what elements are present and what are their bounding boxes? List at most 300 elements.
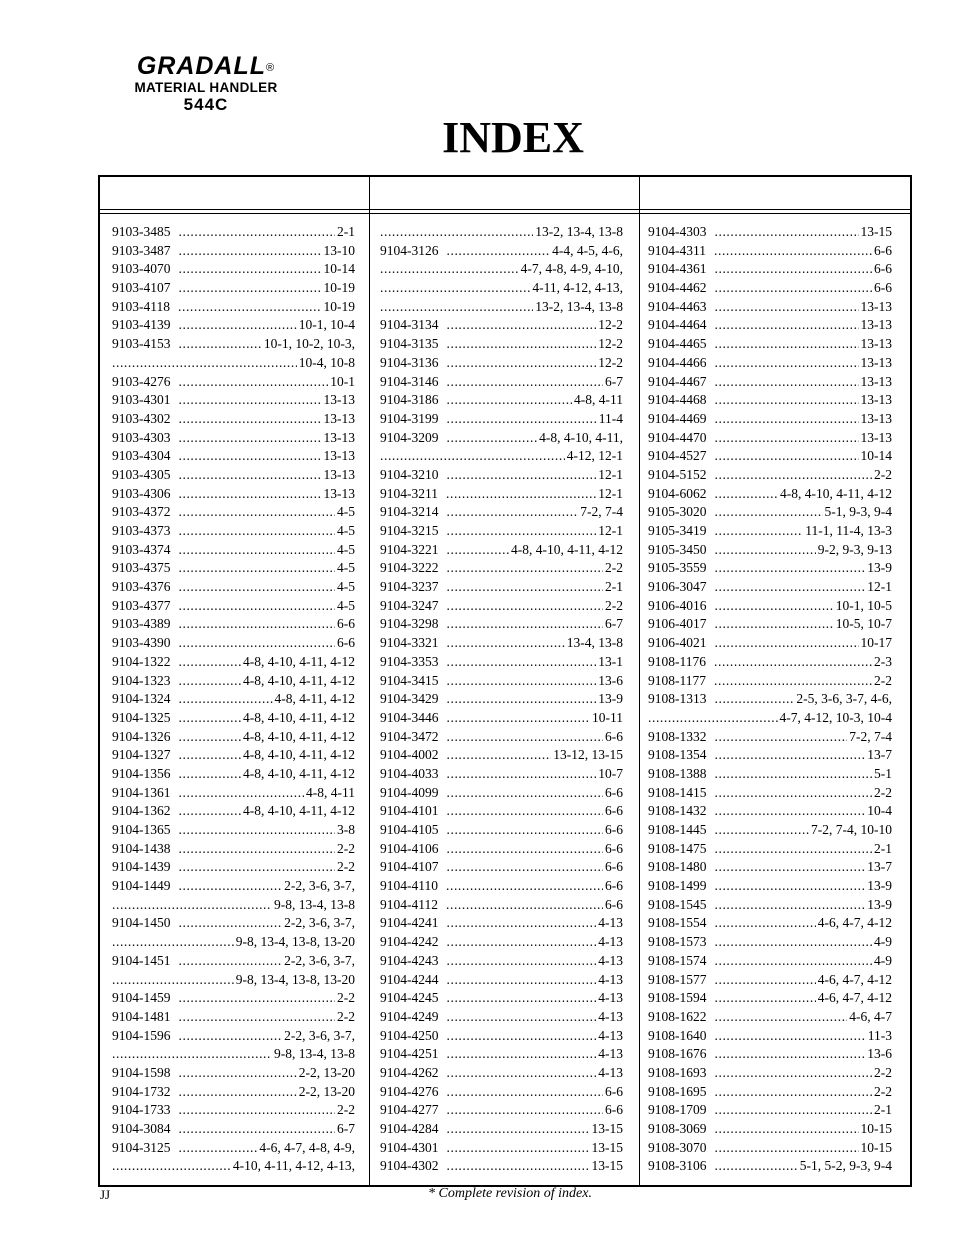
index-entry xyxy=(380,765,623,784)
index-table xyxy=(98,175,912,1187)
part-number: 9108-1594 xyxy=(648,990,707,1006)
part-number: 9103-4301 xyxy=(112,392,171,408)
page-references: 10-5, 10-7 xyxy=(835,616,892,632)
part-number: 9106-4016 xyxy=(648,597,707,613)
dot-leader xyxy=(715,802,866,821)
dot-leader xyxy=(447,466,597,485)
part-number: 9104-3211 xyxy=(380,485,438,501)
dot-leader xyxy=(447,821,604,840)
dot-leader xyxy=(112,1157,231,1176)
part-number: 9104-4262 xyxy=(380,1064,439,1080)
dot-leader xyxy=(447,952,597,971)
dot-leader xyxy=(446,877,603,896)
part-number: 9103-4389 xyxy=(112,616,171,632)
part-number: 9104-3125 xyxy=(112,1139,171,1155)
dot-leader xyxy=(178,298,322,317)
part-number: 9108-1577 xyxy=(648,971,707,987)
page-references: 13-9 xyxy=(867,878,892,894)
page-references: 10-11 xyxy=(592,709,623,725)
part-number: 9108-1695 xyxy=(648,1083,707,1099)
page-references: 13-13 xyxy=(860,373,892,389)
dot-leader xyxy=(380,223,533,242)
part-number: 9104-5152 xyxy=(648,466,707,482)
page-references: 13-13 xyxy=(860,392,892,408)
dot-leader xyxy=(179,597,336,616)
part-number: 9103-4153 xyxy=(112,336,171,352)
dot-leader xyxy=(179,821,336,840)
index-entry xyxy=(648,429,892,448)
index-entry-continuation xyxy=(380,298,623,317)
part-number: 9104-1481 xyxy=(112,1008,171,1024)
part-number: 9104-3126 xyxy=(380,242,439,258)
dot-leader xyxy=(715,410,859,429)
page-references: 6-6 xyxy=(337,616,355,632)
dot-leader xyxy=(715,952,873,971)
index-entry xyxy=(112,728,355,747)
page-references: 4-13 xyxy=(598,990,623,1006)
part-number: 9108-1640 xyxy=(648,1027,707,1043)
dot-leader xyxy=(179,1064,297,1083)
part-number: 9108-1354 xyxy=(648,747,707,763)
index-entry xyxy=(112,784,355,803)
page-references: 4-4, 4-5, 4-6, xyxy=(552,242,623,258)
dot-leader xyxy=(715,765,873,784)
dot-leader xyxy=(179,653,242,672)
dot-leader xyxy=(179,728,242,747)
part-number: 9108-1415 xyxy=(648,784,707,800)
dot-leader xyxy=(715,597,834,616)
dot-leader xyxy=(112,354,297,373)
dot-leader xyxy=(714,672,872,691)
index-entry xyxy=(112,373,355,392)
part-number: 9104-4464 xyxy=(648,317,707,333)
page-references: 4-8, 4-10, 4-11, 4-12 xyxy=(243,765,355,781)
part-number: 9104-3247 xyxy=(380,597,439,613)
part-number: 9103-4107 xyxy=(112,280,171,296)
index-entry xyxy=(380,634,623,653)
index-entry xyxy=(112,429,355,448)
page-references: 13-2, 13-4, 13-8 xyxy=(535,224,623,239)
part-number: 9104-3298 xyxy=(380,616,439,632)
index-entry xyxy=(380,541,623,560)
page-references: 6-6 xyxy=(605,822,623,837)
dot-leader xyxy=(179,746,242,765)
index-entry xyxy=(112,858,355,877)
index-entry xyxy=(380,877,623,896)
page-references: 10-7 xyxy=(598,765,623,781)
index-entry-continuation xyxy=(112,896,355,915)
part-number: 9104-3446 xyxy=(380,709,439,725)
page-references: 6-6 xyxy=(337,635,355,651)
page-references: 2-2 xyxy=(337,990,355,1006)
part-number: 9104-4249 xyxy=(380,1008,439,1024)
dot-leader xyxy=(447,933,597,952)
dot-leader xyxy=(447,784,604,803)
page-references: 9-8, 13-4, 13-8 xyxy=(274,896,355,912)
dot-leader xyxy=(715,989,816,1008)
part-number: 9103-4377 xyxy=(112,597,171,613)
page-references: 13-15 xyxy=(591,1139,623,1155)
index-entry xyxy=(648,1101,892,1120)
page-references: 12-2 xyxy=(598,336,623,352)
index-entry xyxy=(112,1139,355,1158)
page-references: 9-8, 13-4, 13-8, 13-20 xyxy=(235,934,355,950)
part-number: 9104-3221 xyxy=(380,541,439,557)
dot-leader xyxy=(715,429,859,448)
page-references: 4-8, 4-10, 4-11, 4-12 xyxy=(243,709,355,725)
dot-leader xyxy=(447,989,597,1008)
page-references: 4-9 xyxy=(874,934,892,950)
part-number: 9108-1554 xyxy=(648,915,707,931)
index-entry xyxy=(648,896,892,915)
dot-leader xyxy=(447,728,604,747)
index-entry xyxy=(112,559,355,578)
column-divider-2 xyxy=(639,177,640,1185)
part-number: 9106-3047 xyxy=(648,579,707,595)
part-number: 9108-1313 xyxy=(648,691,707,707)
index-entry xyxy=(648,279,892,298)
dot-leader xyxy=(715,466,873,485)
page-references: 13-6 xyxy=(867,1046,892,1062)
dot-leader xyxy=(715,373,859,392)
dot-leader xyxy=(179,335,262,354)
index-entry xyxy=(648,1139,892,1158)
part-number: 9108-1388 xyxy=(648,765,707,781)
index-entry xyxy=(380,746,623,765)
index-entry xyxy=(648,914,892,933)
index-entry xyxy=(380,840,623,859)
dot-leader xyxy=(179,877,283,896)
part-number: 9104-4245 xyxy=(380,990,439,1006)
dot-leader xyxy=(715,877,866,896)
page-references: 13-13 xyxy=(323,410,355,426)
dot-leader xyxy=(112,1045,272,1064)
dot-leader xyxy=(447,858,604,877)
brand-name: GRADALL® xyxy=(136,52,276,80)
index-entry xyxy=(648,858,892,877)
index-entry xyxy=(648,1120,892,1139)
index-entry xyxy=(112,840,355,859)
index-entry xyxy=(380,615,623,634)
page-references: 2-2 xyxy=(874,672,892,688)
part-number: 9103-3485 xyxy=(112,224,171,239)
page-references: 13-13 xyxy=(323,392,355,408)
index-entry xyxy=(380,335,623,354)
part-number: 9104-4527 xyxy=(648,448,707,464)
index-entry xyxy=(380,989,623,1008)
page-references: 13-12, 13-15 xyxy=(553,747,623,763)
dot-leader xyxy=(715,503,823,522)
index-entry xyxy=(380,1008,623,1027)
dot-leader xyxy=(179,672,242,691)
dot-leader xyxy=(447,634,565,653)
part-number: 9104-1459 xyxy=(112,990,171,1006)
part-number: 9104-4244 xyxy=(380,971,439,987)
index-entry-continuation xyxy=(380,279,623,298)
index-entry xyxy=(648,615,892,634)
dot-leader xyxy=(112,896,272,915)
index-entry xyxy=(380,391,623,410)
page-references: 6-6 xyxy=(605,896,623,912)
part-number: 9104-1323 xyxy=(112,672,171,688)
part-number: 9104-4241 xyxy=(380,915,439,931)
part-number: 9108-1176 xyxy=(648,653,706,669)
part-number: 9103-4303 xyxy=(112,429,171,445)
index-entry xyxy=(380,784,623,803)
dot-leader xyxy=(715,1120,859,1139)
dot-leader xyxy=(447,1101,604,1120)
index-entry xyxy=(112,746,355,765)
page-references: 4-6, 4-7, 4-8, 4-9, xyxy=(259,1139,355,1155)
index-entry xyxy=(648,410,892,429)
page-references: 13-13 xyxy=(323,466,355,482)
index-entry-continuation xyxy=(112,1045,355,1064)
index-entry xyxy=(380,653,623,672)
page-references: 4-7, 4-12, 10-3, 10-4 xyxy=(779,709,892,725)
index-entry xyxy=(648,578,892,597)
dot-leader xyxy=(715,522,804,541)
page-references: 4-9 xyxy=(874,952,892,968)
page-references: 10-14 xyxy=(860,448,892,464)
page-references: 4-8, 4-11, 4-12 xyxy=(274,691,355,707)
index-entry-continuation xyxy=(112,971,355,990)
index-entry xyxy=(380,466,623,485)
page-references: 2-2 xyxy=(337,859,355,875)
page-references: 10-1, 10-4 xyxy=(298,317,355,333)
part-number: 9103-4374 xyxy=(112,541,171,557)
dot-leader xyxy=(179,447,322,466)
page-references: 6-7 xyxy=(605,373,623,389)
dot-leader xyxy=(380,279,530,298)
index-entry xyxy=(380,802,623,821)
part-number: 9104-4099 xyxy=(380,784,439,800)
dot-leader xyxy=(179,989,336,1008)
part-number: 9103-4373 xyxy=(112,523,171,538)
dot-leader xyxy=(179,1027,283,1046)
page-references: 3-8 xyxy=(337,822,355,837)
product-subtitle: MATERIAL HANDLER xyxy=(134,80,278,95)
page-references: 13-15 xyxy=(591,1158,623,1174)
page-references: 6-6 xyxy=(605,840,623,856)
dot-leader xyxy=(715,578,866,597)
page-references: 13-13 xyxy=(860,429,892,445)
dot-leader xyxy=(447,410,597,429)
index-entry xyxy=(648,466,892,485)
page-references: 4-8, 4-11 xyxy=(574,392,623,408)
index-entry xyxy=(112,541,355,560)
dot-leader xyxy=(715,447,859,466)
page-references: 2-2 xyxy=(874,1083,892,1099)
page-references: 6-6 xyxy=(605,1083,623,1099)
part-number: 9104-3210 xyxy=(380,466,439,482)
part-number: 9104-1325 xyxy=(112,709,171,725)
dot-leader xyxy=(179,559,336,578)
dot-leader xyxy=(380,298,533,317)
page-references: 4-13 xyxy=(598,1008,623,1024)
part-number: 9108-1573 xyxy=(648,934,707,950)
part-number: 9108-1545 xyxy=(648,896,707,912)
part-number: 9108-1709 xyxy=(648,1102,707,1118)
index-entry xyxy=(648,971,892,990)
page-references: 6-6 xyxy=(874,242,892,258)
dot-leader xyxy=(715,1045,866,1064)
index-entry xyxy=(380,858,623,877)
dot-leader xyxy=(715,391,859,410)
index-entry-continuation xyxy=(380,447,623,466)
part-number: 9108-3106 xyxy=(648,1158,707,1174)
page-references: 5-1 xyxy=(874,765,892,781)
page-references: 4-13 xyxy=(598,915,623,931)
index-entry xyxy=(648,1008,892,1027)
dot-leader xyxy=(179,802,242,821)
index-entry xyxy=(648,298,892,317)
index-entry xyxy=(112,615,355,634)
page-references: 5-1, 5-2, 9-3, 9-4 xyxy=(799,1158,892,1174)
index-entry xyxy=(380,952,623,971)
part-number: 9103-4118 xyxy=(112,298,170,314)
part-number: 9104-1326 xyxy=(112,728,171,744)
index-entry xyxy=(648,877,892,896)
page-references: 4-8, 4-11 xyxy=(306,784,355,800)
page-references: 4-8, 4-10, 4-11, xyxy=(539,429,623,445)
index-entry xyxy=(380,1027,623,1046)
part-number: 9104-4463 xyxy=(648,298,707,314)
dot-leader xyxy=(447,335,597,354)
part-number: 9104-3237 xyxy=(380,579,439,595)
page-references: 13-13 xyxy=(860,317,892,333)
dot-leader xyxy=(715,840,873,859)
index-entry xyxy=(648,597,892,616)
index-entry xyxy=(112,298,355,317)
page-references: 13-6 xyxy=(598,672,623,688)
page-references: 13-13 xyxy=(860,354,892,370)
part-number: 9103-4139 xyxy=(112,317,171,333)
dot-leader xyxy=(715,541,816,560)
page-references: 4-13 xyxy=(598,1046,623,1062)
index-entry xyxy=(380,672,623,691)
dot-leader xyxy=(179,914,283,933)
index-entry xyxy=(380,1157,623,1176)
dot-leader xyxy=(715,354,859,373)
index-entry xyxy=(112,447,355,466)
page-references: 2-2 xyxy=(337,1102,355,1118)
index-entry xyxy=(648,522,892,541)
part-number: 9104-4311 xyxy=(648,242,706,258)
dot-leader xyxy=(179,840,336,859)
header-rule xyxy=(100,209,910,210)
dot-leader xyxy=(715,821,810,840)
part-number: 9103-4304 xyxy=(112,448,171,464)
index-entry xyxy=(648,690,892,709)
page-references: 11-1, 11-4, 13-3 xyxy=(805,523,892,538)
part-number: 9104-1451 xyxy=(112,952,171,968)
index-entry xyxy=(112,1101,355,1120)
part-number: 9104-4284 xyxy=(380,1121,439,1136)
index-entry xyxy=(648,989,892,1008)
index-entry xyxy=(648,541,892,560)
index-entry xyxy=(648,784,892,803)
dot-leader xyxy=(112,933,234,952)
page-references: 4-6, 4-7 xyxy=(849,1008,892,1024)
index-entry xyxy=(648,802,892,821)
index-entry xyxy=(112,1120,355,1139)
dot-leader xyxy=(715,559,866,578)
page-references: 2-1 xyxy=(874,1102,892,1118)
dot-leader xyxy=(715,1139,859,1158)
page-references: 12-1 xyxy=(598,466,623,482)
dot-leader xyxy=(447,765,597,784)
dot-leader xyxy=(447,1027,597,1046)
part-number: 9103-4375 xyxy=(112,560,171,576)
part-number: 9108-1574 xyxy=(648,952,707,968)
part-number: 9104-4106 xyxy=(380,840,439,856)
page-references: 12-2 xyxy=(598,317,623,333)
index-entry xyxy=(380,1064,623,1083)
index-entry xyxy=(380,485,623,504)
page-references: 4-5 xyxy=(337,560,355,576)
dot-leader xyxy=(447,672,597,691)
page-references: 9-8, 13-4, 13-8 xyxy=(274,1046,355,1062)
page-references: 9-8, 13-4, 13-8, 13-20 xyxy=(235,971,355,987)
dot-leader xyxy=(714,242,872,261)
index-column-1 xyxy=(112,223,355,1176)
index-entry xyxy=(648,933,892,952)
dot-leader xyxy=(179,952,283,971)
page-references: 2-5, 3-6, 3-7, 4-6, xyxy=(796,691,892,707)
dot-leader xyxy=(447,802,604,821)
dot-leader xyxy=(715,728,848,747)
page-references: 2-2 xyxy=(337,840,355,856)
page-references: 4-13 xyxy=(598,1027,623,1043)
page-references: 2-2, 13-20 xyxy=(298,1083,355,1099)
index-entry xyxy=(112,802,355,821)
part-number: 9104-4277 xyxy=(380,1102,439,1118)
index-entry xyxy=(380,821,623,840)
part-number: 9104-4302 xyxy=(380,1158,439,1174)
index-entry xyxy=(380,429,623,448)
dot-leader xyxy=(447,653,597,672)
part-number: 9104-1733 xyxy=(112,1102,171,1118)
page-references: 13-9 xyxy=(598,691,623,707)
dot-leader xyxy=(447,373,604,392)
index-entry xyxy=(112,485,355,504)
page-references: 4-13 xyxy=(598,952,623,968)
part-number: 9103-4390 xyxy=(112,635,171,651)
dot-leader xyxy=(380,260,519,279)
index-entry xyxy=(380,559,623,578)
part-number: 9104-1365 xyxy=(112,822,171,837)
page-references: 2-2 xyxy=(605,560,623,576)
part-number: 9104-1732 xyxy=(112,1083,171,1099)
dot-leader xyxy=(179,223,336,242)
index-entry-continuation xyxy=(112,933,355,952)
page-references: 10-1, 10-2, 10-3, xyxy=(263,336,355,352)
dot-leader xyxy=(447,578,604,597)
part-number: 9104-4243 xyxy=(380,952,439,968)
page-references: 7-2, 7-4 xyxy=(580,504,623,520)
page-references: 12-1 xyxy=(867,579,892,595)
index-entry-continuation xyxy=(112,1157,355,1176)
page-references: 13-13 xyxy=(323,429,355,445)
index-entry xyxy=(380,373,623,392)
dot-leader xyxy=(447,914,597,933)
dot-leader xyxy=(179,541,336,560)
page-references: 2-2, 13-20 xyxy=(298,1064,355,1080)
part-number: 9104-1596 xyxy=(112,1027,171,1043)
dot-leader xyxy=(446,896,603,915)
dot-leader xyxy=(447,840,604,859)
index-entry-continuation xyxy=(648,709,892,728)
